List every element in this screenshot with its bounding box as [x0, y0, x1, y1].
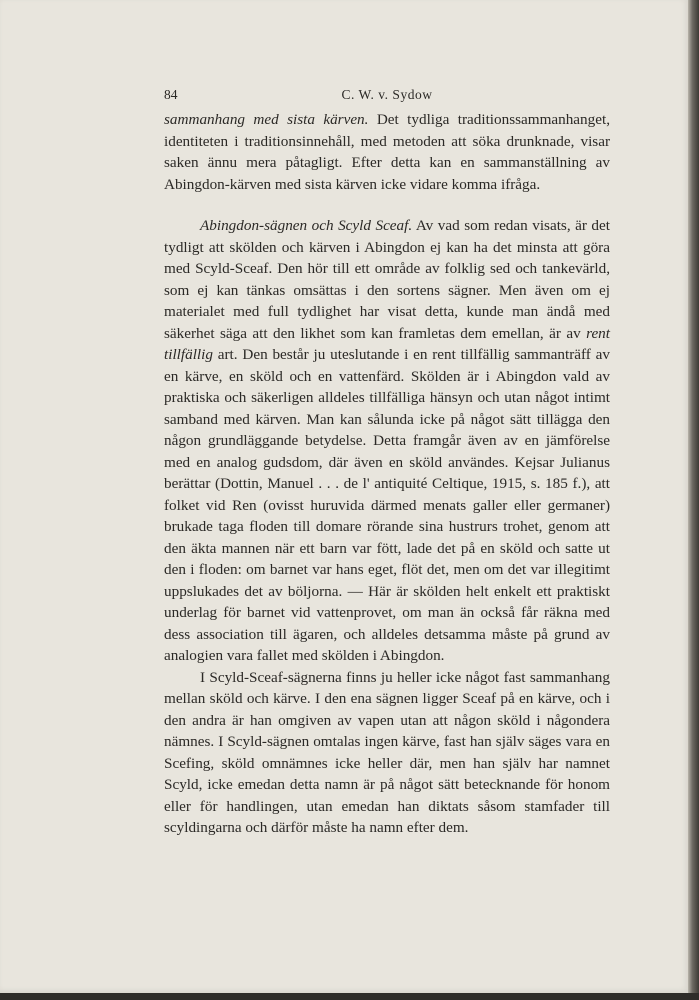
- paragraph-3-text: I Scyld-Sceaf-sägnerna finns ju heller icke något fast sammanhang mellan sköld och kärve. I den ena sägnen ligger Sceaf på en kärve, och i den andra är han omgiven av vapen utan att någon sköld i någondera nämnes. I Scyld-sägnen omtalas ingen kärve, fast han själv säges vara en Scefing, sköld omnämnes icke heller där, men han själv har namnet Scyld, icke emedan detta namn är på något sätt betecknande för honom eller för handlingen, utan emedan han diktats såsom stamfader till scyldingarna och därför måste ha namn efter dem.: [164, 668, 610, 836]
- page-edge-right: [688, 0, 699, 1000]
- paragraph-2: [164, 215, 610, 667]
- page-edge-bottom: [0, 993, 699, 1000]
- running-title: C. W. v. Sydow: [341, 87, 433, 102]
- paragraph-2-italic-mid: rent tillfällig: [164, 324, 610, 363]
- paragraph-2-text-b: art. Den består ju uteslutande i en rent tillfällig sammanträff av en kärve, en sköld och en vattenfärd. Skölden är i Abingdon vald av praktiska och säkerligen alldeles tillfälliga hänsyn och utan något intimt samband med kärven. Man kan sålunda icke på något sätt tillägga den någon grundläggande betydelse. Detta framgår även av en jämförelse med en analog gudsdom, där även en sköld användes. Kejsar Julianus berättar (Dottin, Manuel . . . de l' antiquité Celtique, 1915, s. 185 f.), att folket vid Ren (ovisst huruvida därmed menats galler eller germaner) brukade taga floden till domare rörande sina hustrurs trohet, genom att den äkta mannen när ett barn var fött, lade det på en sköld och satte ut den i floden: om barnet var hans eget, flöt det, men om det var illegitimt uppslukades det av böljorna. — Här är skölden helt enkelt ett praktiskt underlag för barnet vid vattenprovet, om man än också får räkna med dess association till ägaren, och alldeles detsamma måste på grund av analogien vara fallet med skölden i Abingdon.: [164, 346, 610, 664]
- section-heading: Abingdon-sägnen och Scyld Sceaf.: [200, 217, 413, 234]
- paragraph-1-text: Det tydliga traditionssammanhanget, identiteten i traditionsinnehåll, med metoden att söka drunknade, visar saken ännu mera påtagligt. Efter detta kan en sammanställning av Abingdon-kärven med sista kärven icke vidare komma ifråga.: [164, 111, 610, 193]
- body-text: [164, 109, 610, 839]
- paragraph-3: [164, 667, 610, 839]
- paragraph-1: [164, 109, 610, 195]
- page-number: 84: [164, 87, 178, 102]
- paragraph-2-text-a: Av vad som redan visats, är det tydligt att skölden och kärven i Abingdon ej kan ha det minsta att göra med Scyld-Sceaf. Den hör till ett område av folklig sed och tankevärld, som ej kan tänkas omsättas i den sortens sägner. Men även om ej materialet med full tydlighet har visat detta, kunde man ändå med säkerhet säga att den likhet som kan framletas dem emellan, är av: [164, 217, 610, 342]
- paragraph-1-italic: sammanhang med sista kärven.: [164, 111, 369, 128]
